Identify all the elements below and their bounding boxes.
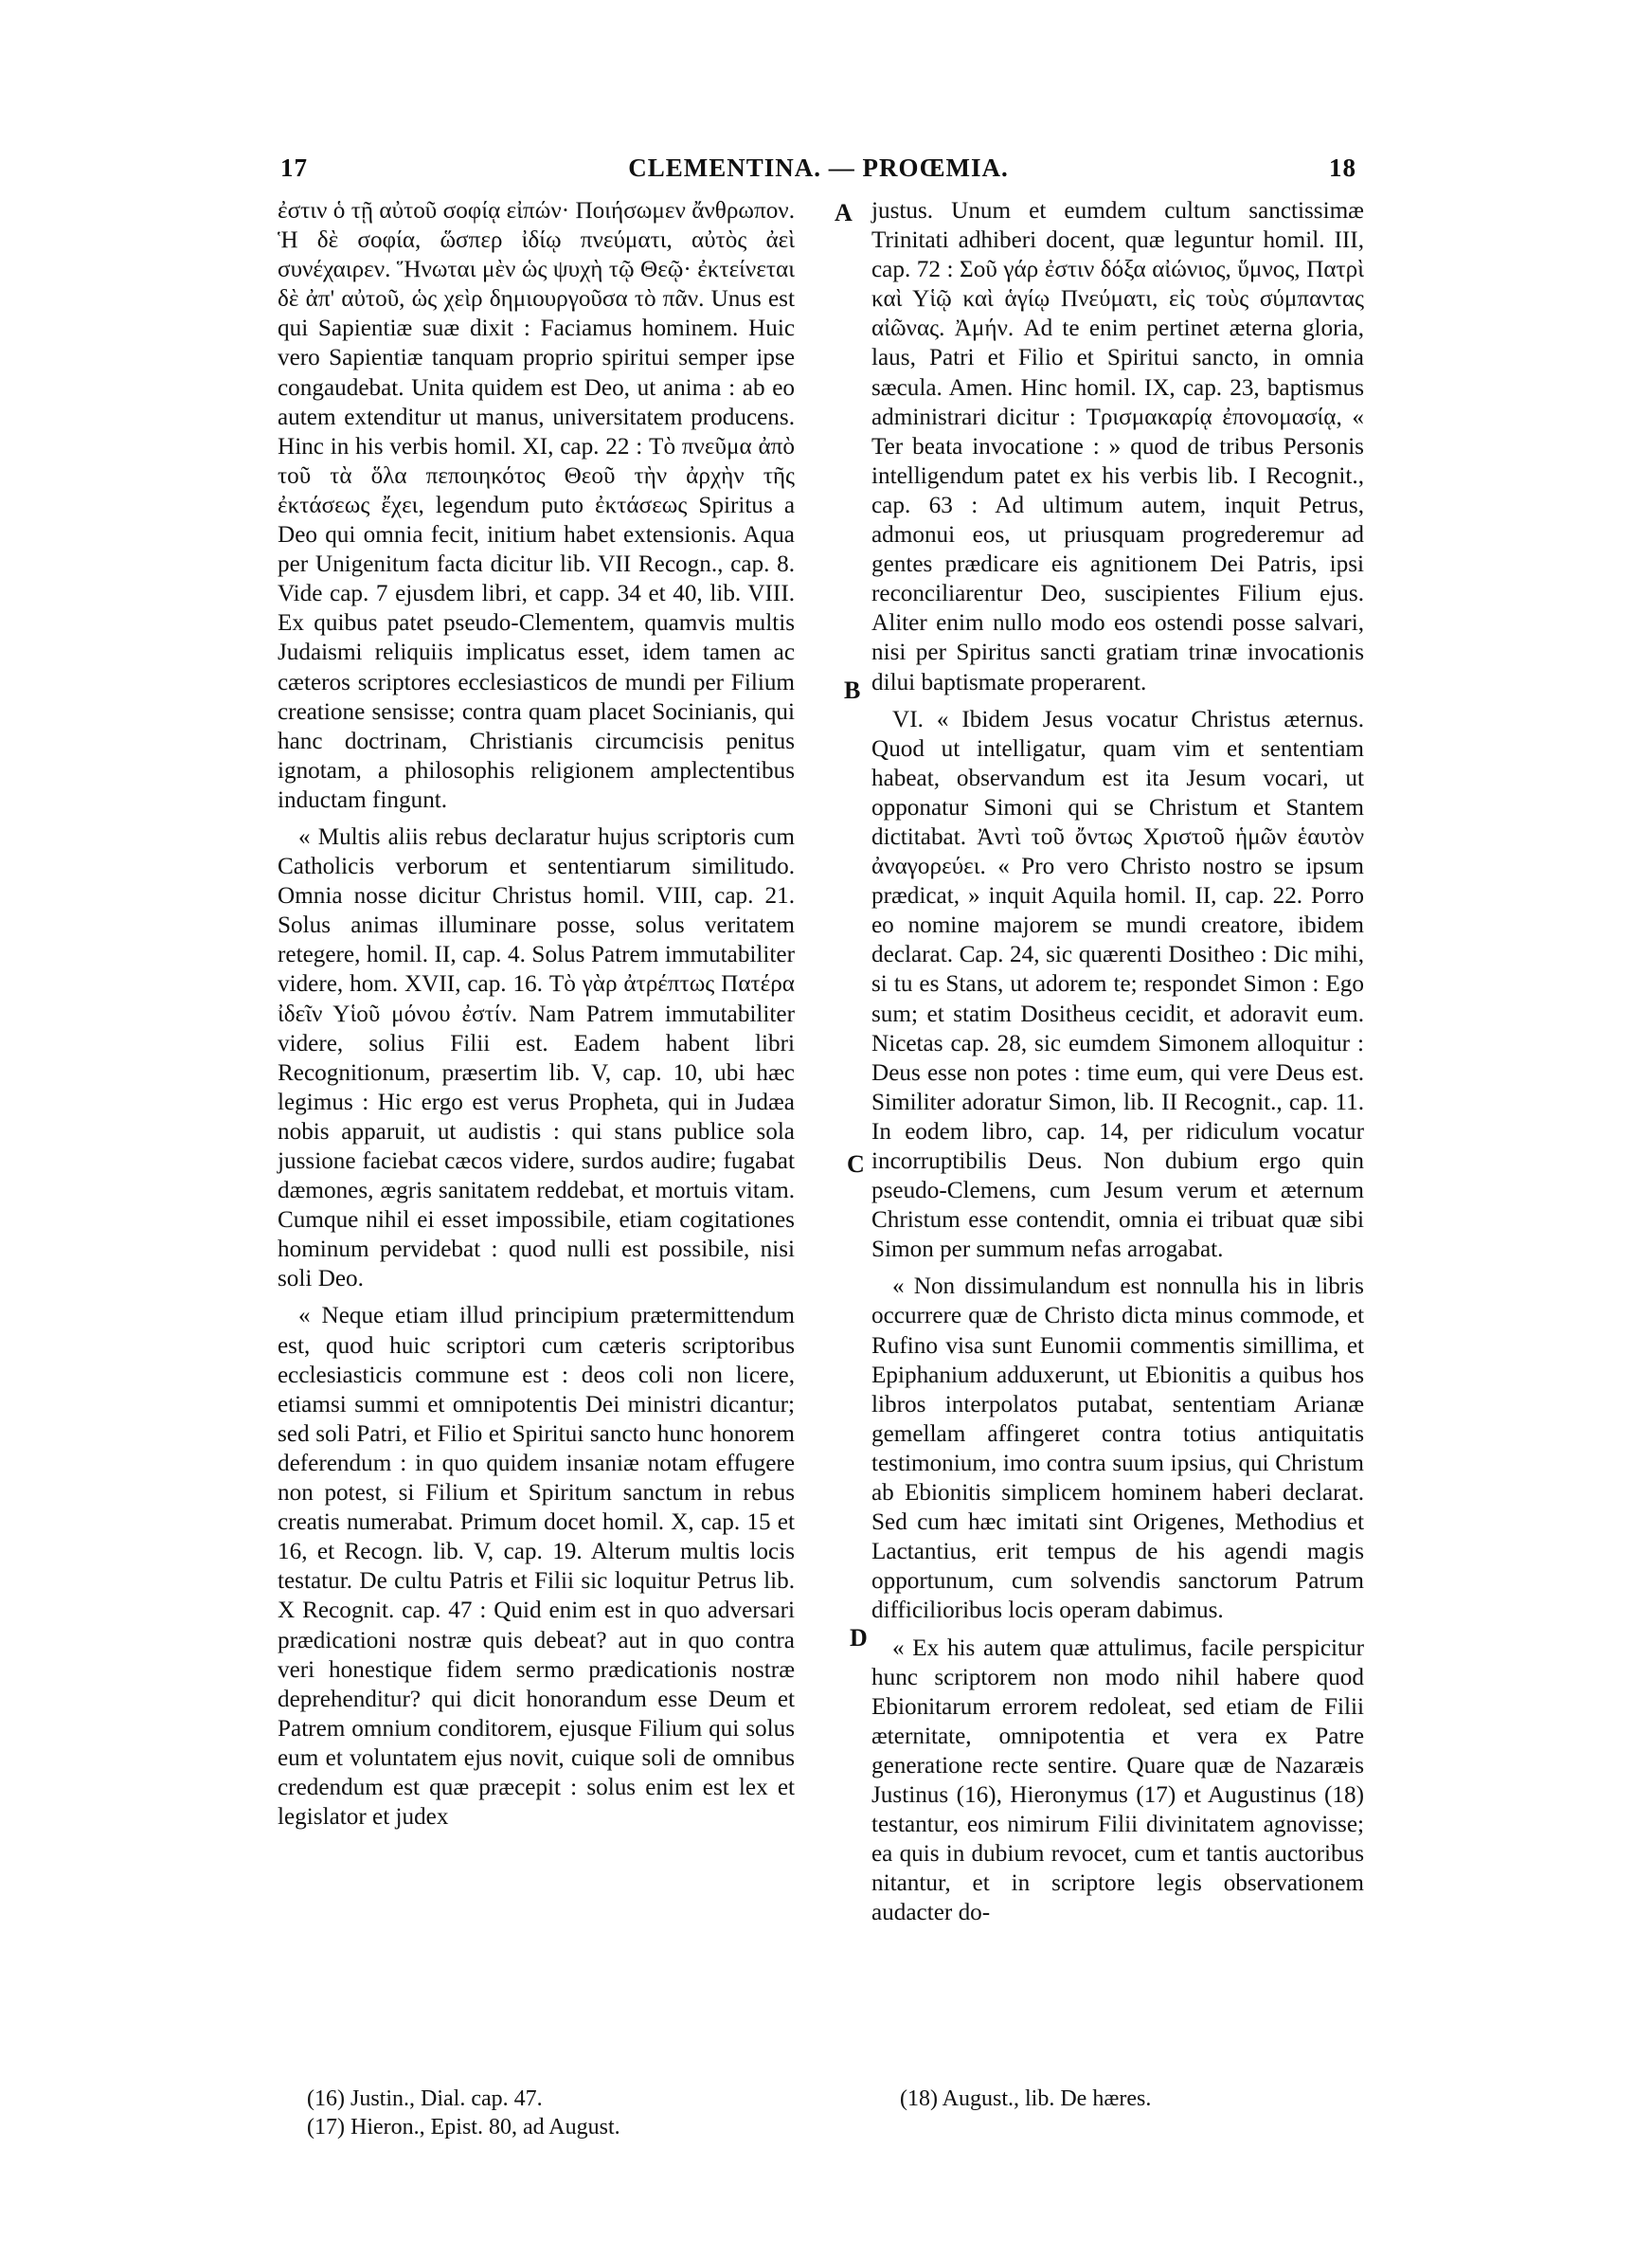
left-paragraph-1: ἐστιν ὁ τῇ αὐτοῦ σοφίᾳ εἰπών· Ποιήσωμεν ἄνθρωπον. Ἡ δὲ σοφία, ὥσπερ ἰδίῳ πνεύματι, αὐτὸς ἀεὶ συνέχαιρεν. Ἥνωται μὲν ὡς ψυχὴ τῷ Θεῷ· ἐκτείνεται δὲ ἀπ' αὐτοῦ, ὡς χεὶρ δημιουργοῦσα τὸ πᾶν. Unus est qui Sapientiæ suæ dixit : Faciamus hominem. Huic vero Sapientiæ tanquam proprio spiritui semper ipse congaudebat. Unita quidem est Deo, ut anima : ab eo autem extenditur ut manus, universitatem producens. Hinc in his verbis homil. XI, cap. 22 : Τὸ πνεῦμα ἀπὸ τοῦ τὰ ὅλα πεποιηκότος Θεοῦ τὴν ἀρχὴν τῆς ἐκτάσεως ἔχει, legendum puto ἐκτάσεως Spiritus a Deo qui omnia fecit, initium habet extensionis. Aqua per Unigenitum facta dicitur lib. VII Recogn., cap. 8. Vide cap. 7 ejusdem libri, et capp. 34 et 40, lib. VIII. Ex quibus patet pseudo-Clementem, quamvis multis Judaismi reliquiis implicatus esset, idem tamen ac cæteros scriptores ecclesiasticos de mundi per Filium creatione sensisse; contra quam placet Socinianis, qui hanc doctrinam, Christianis circumcisis penitus ignotam, a philosophis religionem amplectentibus inductam fingunt. [278,198,795,813]
right-paragraph-2: VI. « Ibidem Jesus vocatur Christus æternus. Quod ut intelligatur, quam vim et sententiam habeat, observandum est ita Jesum vocari, ut opponatur Simoni qui se Christum et Stantem dictitabat. Ἀντὶ τοῦ ὄντως Χριστοῦ ἡμῶν ἑαυτὸν ἀναγορεύει. « Pro vero Christo nostro se ipsum prædicat, » inquit Aquila homil. II, cap. 22. Porro eo nomine majorem se mundi creatore, ibidem declarat. Cap. 24, sic quærenti Dositheo : Dic mihi, si tu es Stans, ut adorem te; respondet Simon : Ego sum; et statim Dositheus cecidit, et adoravit eum. Nicetas cap. 28, sic eumdem Simonem alloquitur : Deus esse non potes : time eum, qui vere Deus est. Similiter adoratur Simon, lib. II Recognit., cap. 11. In eodem libro, cap. 14, per ridiculum vocatur incorruptibilis Deus. Non dubium ergo quin pseudo-Clemens, cum Jesum verum et æternum Christum esse contendit, omnia ei tribuat quæ sibi Simon per summum nefas arrogabat. [871,706,1364,1263]
footnote-17: (17) Hieron., Epist. 80, ad August. [307,2115,620,2140]
footnotes-left [307,2085,620,2141]
margin-marker-d: D [850,1624,868,1652]
page-number-right: 18 [1329,153,1356,182]
left-paragraph-3: « Neque etiam illud principium prætermittendum est, quod huic scriptori cum cæteris scriptoribus ecclesiasticis commune est : deos coli non licere, etiamsi summi et omnipotentis Dei ministri dicantur; sed soli Patri, et Filio et Spiritui sancto hunc honorem deferendum : in quo quidem insaniæ notam effugere non potest, si Filium et Spiritum sanctum in rebus creatis numerabat. Primum docet homil. X, cap. 15 et 16, et Recogn. lib. V, cap. 19. Alterum multis locis testatur. De cultu Patris et Filii sic loquitur Petrus lib. X Recognit. cap. 47 : Quid enim est in quo adversari prædicationi nostræ quis debeat? aut in quo contra veri honestique fidem sermo prædicationis nostræ deprehenditur? qui dicit honorandum esse Deum et Patrem omnium conditorem, ejusque Filium qui solus eum et voluntatem ejus novit, cuique soli de omnibus credendum est quæ præcepit : solus enim est lex et legislator et judex [278,1303,795,1831]
right-column [871,196,1364,1935]
left-column [278,196,795,1839]
right-paragraph-4: « Ex his autem quæ attulimus, facile perspicitur hunc scriptorem non modo nihil habere quod Ebionitarum errorem redoleat, sed etiam de Filii æternitate, omnipotentia et vera ex Patre generatione recte sentire. Quare quæ de Nazaræis Justinus (16), Hieronymus (17) et Augustinus (18) testantur, eos nimirum Filii divinitatem agnovisse; ea quis in dubium revocet, cum et tantis auctoribus nitantur, et in scriptore legis observationem audacter do- [871,1634,1364,1926]
running-title: CLEMENTINA. — PROŒMIA. [628,153,1009,182]
footnote-16: (16) Justin., Dial. cap. 47. [307,2086,543,2111]
right-paragraph-1: justus. Unum et eumdem cultum sanctissimæ Trinitati adhiberi docent, quæ leguntur homil. III, cap. 72 : Σοῦ γάρ ἐστιν δόξα αἰώνιος, ὕμνος, Πατρὶ καὶ Υἱῷ καὶ ἁγίῳ Πνεύματι, εἰς τοὺς σύμπαντας αἰῶνας. Ἀμήν. Ad te enim pertinet æterna gloria, laus, Patri et Filio et Spiritui sancto, in omnia sæcula. Amen. Hinc homil. IX, cap. 23, baptismus administrari dicitur : Τρισμακαρίᾳ ἐπονομασίᾳ, « Ter beata invocatione : » quod de tribus Personis intelligendum patet ex his verbis lib. I Recognit., cap. 63 : Ad ultimum autem, inquit Petrus, admonui eos, ut priusquam progrederemur ad gentes prædicare eis agnitionem Dei Patris, ipsi reconciliarentur Deo, suscipientes Filium ejus. Aliter enim nullo modo eos ostendi posse salvari, nisi per Spiritus sancti gratiam trinæ invocationis dilui baptismate properarent. [871,198,1364,695]
right-paragraph-3: « Non dissimulandum est nonnulla his in libris occurrere quæ de Christo dicta minus commode, et Rufino visa sunt Eunomii commentis simillima, et Epiphanium adduxerunt, ut Ebionitis a quibus hos libros interpolatos putabat, sententiam Arianæ gemellam affingeret contra totius antiquitatis testimonium, imo contra suum ipsius, qui Christum ab Ebionitis simplicem hominem haberi declarat. Sed cum hæc imitati sint Origenes, Methodius et Lactantius, erit tempus de his agendi magis opportunum, cum solvendis sanctorum Patrum difficilioribus locis operam dabimus. [871,1273,1364,1624]
margin-marker-b: B [844,677,861,704]
page-number-left: 17 [280,153,308,182]
footnotes-right [900,2085,1151,2113]
margin-marker-c: C [847,1150,865,1178]
left-paragraph-2: « Multis aliis rebus declaratur hujus scriptoris cum Catholicis verborum et sententiarum similitudo. Omnia nosse dicitur Christus homil. VIII, cap. 21. Solus animas illuminare posse, solus veritatem retegere, homil. II, cap. 4. Solus Patrem immutabiliter videre, hom. XVII, cap. 16. Τὸ γὰρ ἀτρέπτως Πατέρα ἰδεῖν Υἱοῦ μόνου ἐστίν. Nam Patrem immutabiliter videre, solius Filii est. Eadem habent libri Recognitionum, præsertim lib. V, cap. 10, ubi hæc legimus : Hic ergo est verus Propheta, qui in Judæa nobis apparuit, ut audistis : qui stans publice sola jussione faciebat cæcos videre, surdos audire; fugabat dæmones, ægris sanitatem reddebat, et mortuis vitam. Cumque nihil ei esset impossibile, etiam cogitationes hominum pervidebat : quod nulli est possibile, nisi soli Deo. [278,823,795,1292]
page-header [280,153,1356,191]
footnote-18: (18) August., lib. De hæres. [900,2086,1152,2111]
margin-marker-a: A [835,199,853,226]
